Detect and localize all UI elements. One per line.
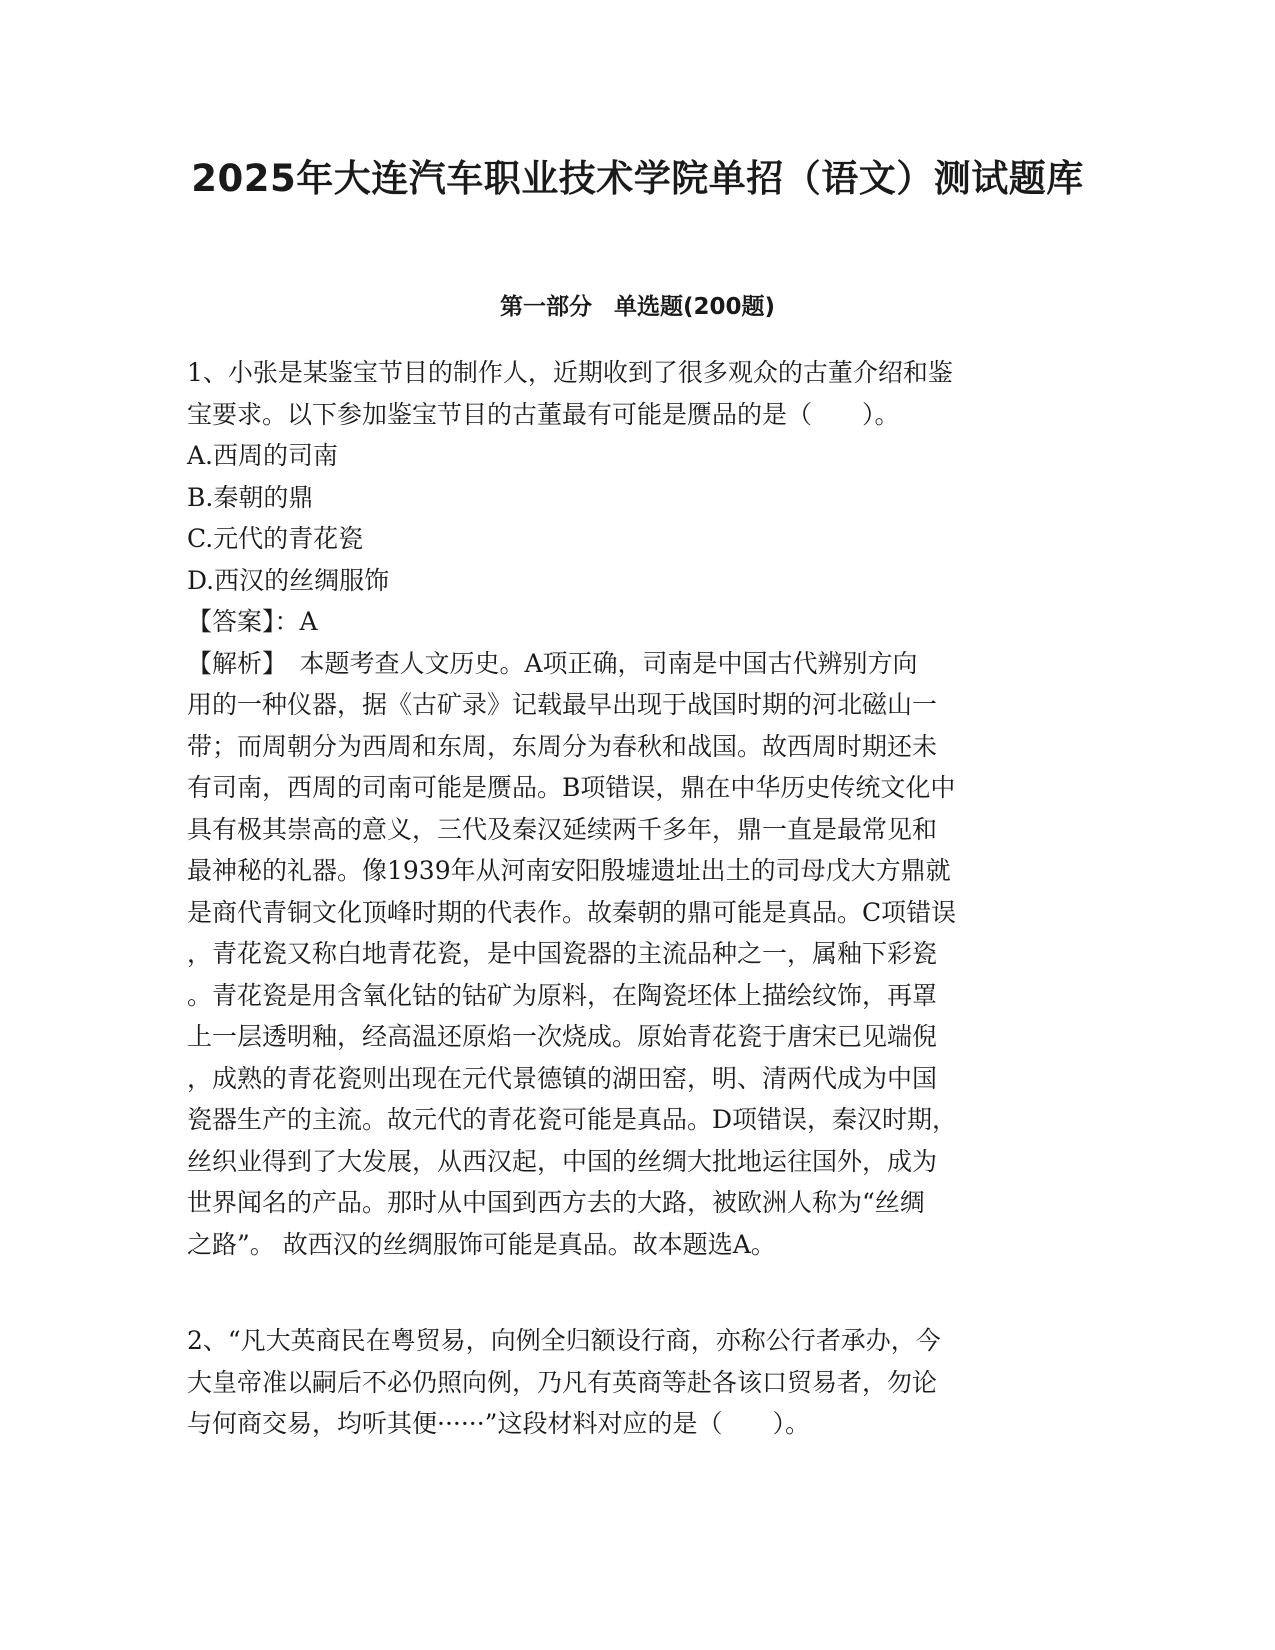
- option-d: D.西汉的丝绸服饰: [187, 565, 390, 595]
- option-c: C.元代的青花瓷: [187, 524, 364, 553]
- analysis-line: 上一层透明釉，经高温还原焰一次烧成。原始青花瓷于唐宋已见端倪: [187, 1022, 938, 1051]
- question-2: [187, 1320, 1087, 1445]
- analysis-line: ，成熟的青花瓷则出现在元代景德镇的湖田窑，明、清两代成为中国: [187, 1063, 938, 1093]
- analysis-line: ，青花瓷又称白地青花瓷，是中国瓷器的主流品种之一，属釉下彩瓷: [187, 939, 938, 968]
- option-list: [187, 435, 1087, 601]
- stem-line: 大皇帝准以嗣后不必仍照向例，乃凡有英商等赴各该口贸易者，勿论: [187, 1367, 938, 1397]
- analysis-line: 具有极其崇高的意义，三代及秦汉延续两千多年，鼎一直是最常见和: [187, 814, 938, 844]
- analysis-line: 带；而周朝分为西周和东周，东周分为春秋和战国。故西周时期还未: [187, 731, 938, 761]
- option-b: B.秦朝的鼎: [187, 482, 314, 512]
- question-1: [187, 352, 1087, 1265]
- analysis-line: 。青花瓷是用含氧化钴的钴矿为原料，在陶瓷坯体上描绘纹饰，再罩: [187, 980, 938, 1010]
- answer: 【答案】：A: [187, 607, 318, 636]
- analysis-line: 用的一种仪器，据《古矿录》记载最早出现于战国时期的河北磁山一: [187, 690, 938, 719]
- analysis-line: 【解析】 本题考查人文历史。A项正确，司南是中国古代辨别方向: [187, 648, 918, 678]
- analysis-line: 有司南，西周的司南可能是赝品。B项错误，鼎在中华历史传统文化中: [187, 773, 956, 802]
- analysis-line: 是商代青铜文化顶峰时期的代表作。故秦朝的鼎可能是真品。C项错误: [187, 897, 957, 927]
- section-heading: [0, 288, 1275, 321]
- analysis-line: 之路”。 故西汉的丝绸服饰可能是真品。故本题选A。: [187, 1229, 776, 1259]
- analysis: [187, 643, 1087, 1266]
- analysis-line: 瓷器生产的主流。故元代的青花瓷可能是真品。D项错误，秦汉时期，: [187, 1105, 958, 1134]
- stem-line: 与何商交易，均听其便······”这段材料对应的是（ ）。: [187, 1409, 810, 1438]
- stem-line: 2、“凡大英商民在粤贸易，向例全归额设行商，亦称公行者承办，今: [187, 1326, 941, 1355]
- question-stem: [187, 352, 1087, 435]
- option-a: A.西周的司南: [187, 441, 339, 470]
- section-part: 第一部分: [499, 294, 592, 320]
- section-name: 单选题(200题): [613, 294, 776, 320]
- stem-line: 1、小张是某鉴宝节目的制作人，近期收到了很多观众的古董介绍和鉴: [187, 358, 953, 387]
- stem-line: 宝要求。以下参加鉴宝节目的古董最有可能是赝品的是（ ）。: [187, 399, 900, 429]
- question-stem: [187, 1320, 1087, 1445]
- analysis-line: 丝织业得到了大发展，从西汉起，中国的丝绸大批地运往国外，成为: [187, 1146, 938, 1176]
- page-title: 2025年大连汽车职业技术学院单招（语文）测试题库: [191, 157, 1084, 200]
- analysis-line: 最神秘的礼器。像1939年从河南安阳殷墟遗址出土的司母戊大方鼎就: [187, 856, 951, 885]
- analysis-line: 世界闻名的产品。那时从中国到西方去的大路，被欧洲人称为“丝绸: [187, 1188, 925, 1217]
